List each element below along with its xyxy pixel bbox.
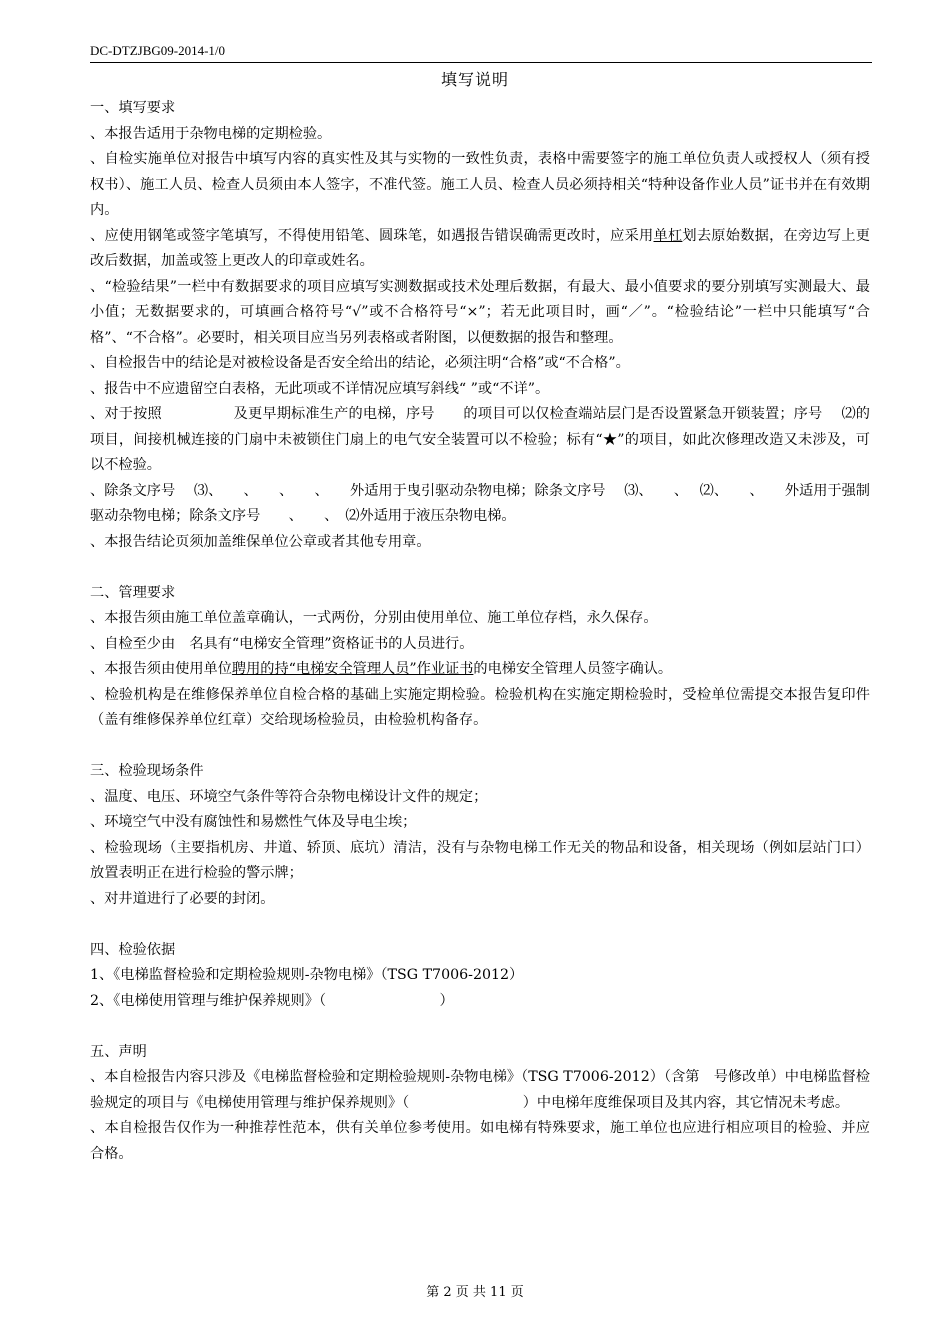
- paragraph: 、自检至少由 名具有“电梯安全管理”资格证书的人员进行。: [90, 635, 474, 652]
- instructions-body: [90, 96, 870, 1167]
- paragraph: 、本报告须由施工单位盖章确认，一式两份，分别由使用单位、施工单位存档，永久保存。: [90, 610, 658, 626]
- paragraph: 、检验现场（主要指机房、井道、轿顶、底坑）清洁，没有与杂物电梯工作无关的物品和设备，相关现场（例如层站门口）放置表明正在进行检验的警示牌；: [90, 839, 870, 881]
- paragraph: 、本报告适用于杂物电梯的定期检验。: [90, 125, 332, 142]
- page-footer: 第 2 页 共 11 页: [426, 1285, 524, 1300]
- paragraph: 、本报告结论页须加盖维保单位公章或者其他专用章。: [90, 533, 431, 550]
- section-heading-management: 二、管理要求: [90, 584, 176, 601]
- paragraph: 、环境空气中没有腐蚀性和易燃性气体及导电尘埃；: [90, 814, 417, 830]
- spacer: [90, 1014, 870, 1040]
- paragraph: 、自检报告中的结论是对被检设备是否安全给出的结论，必须注明“合格”或“不合格”。: [90, 355, 630, 371]
- page-header: [90, 40, 872, 63]
- underlined-text: 单杠: [653, 227, 683, 244]
- section-heading-site-conditions: 三、检验现场条件: [90, 763, 204, 779]
- paragraph: 1、《电梯监督检验和定期检验规则-杂物电梯》（TSG T7006-2012）: [90, 967, 524, 983]
- text-span: 、本报告须由使用单位: [90, 661, 232, 677]
- paragraph: 2、《电梯使用管理与维护保养规则》（ ）: [90, 992, 454, 1009]
- text-span: 划去原始数据，在旁边写上更改后数据，加盖或签上更改人的印章或姓名。: [90, 227, 870, 269]
- paragraph: 、“检验结果”一栏中有数据要求的项目应填写实测数据或技术处理后数据，有最大、最小值要求的要分别填写实测最大、最小值；无数据要求的，可填画合格符号“√”或不合格符号“×”；若无此项目时，画“／”。“检验结论”一栏中只能填写“合格”、“不合格”。必要时，相关项目应当另列表格或者附图，以便数据的报告和整理。: [90, 278, 870, 346]
- paragraph: 、报告中不应遗留空白表格，无此项或不详情况应填写斜线“ ”或“不详”。: [90, 380, 550, 397]
- spacer: [90, 734, 870, 760]
- paragraph: 、自检实施单位对报告中填写内容的真实性及其与实物的一致性负责，表格中需要签字的施工单位负责人或授权人（须有授权书）、施工人员、检查人员须由本人签字，不准代签。施工人员、检查人员必须持相关“特种设备作业人员”证书并在有效期内。: [90, 151, 870, 218]
- page-title: 填写说明: [440, 70, 509, 89]
- section-heading-requirements: 一、填写要求: [90, 100, 176, 116]
- paragraph: 、本自检报告仅作为一种推荐性范本，供有关单位参考使用。如电梯有特殊要求，施工单位也应进行相应项目的检验、并应合格。: [90, 1120, 870, 1162]
- paragraph: 、对井道进行了必要的封闭。: [90, 890, 275, 907]
- paragraph: 、检验机构是在维修保养单位自检合格的基础上实施定期检验。检验机构在实施定期检验时，受检单位需提交本报告复印件（盖有维修保养单位红章）交给现场检验员，由检验机构备存。: [90, 686, 870, 728]
- text-span: 、应使用钢笔或签字笔填写，不得使用铅笔、圆珠笔，如遇报告错误确需更改时，应采用: [90, 227, 654, 244]
- document-number: DC-DTZJBG09-2014-1/0: [90, 43, 226, 58]
- paragraph: 、本自检报告内容只涉及《电梯监督检验和定期检验规则-杂物电梯》（TSG T7006-2012）（含第 号修改单）中电梯监督检验规定的项目与《电梯使用管理与维护保养规则》（ ）中电梯年度维保项目及其内容，其它情况未考虑。: [90, 1069, 870, 1111]
- paragraph: [90, 224, 870, 275]
- section-heading-statement: 五、声明: [90, 1043, 147, 1060]
- section-heading-basis: 四、检验依据: [90, 941, 176, 958]
- underlined-text: 聘用的持“电梯安全管理人员”作业证书: [231, 661, 474, 677]
- paragraph: 、对于按照 及更早期标准生产的电梯，序号 的项目可以仅检查端站层门是否设置紧急开锁装置；序号 ⑵的项目，间接机械连接的门扇中未被锁住门扇上的电气安全装置可以不检验；标有“★”的项目，如此次修理改造又未涉及，可以不检验。: [90, 406, 870, 473]
- paragraph: 、温度、电压、环境空气条件等符合杂物电梯设计文件的规定；: [90, 788, 488, 805]
- spacer: [90, 912, 870, 938]
- spacer: [90, 555, 870, 581]
- paragraph: 、除条文序号 ⑶、 、 、 、 外适用于曳引驱动杂物电梯；除条文序号 ⑶、 、 ⑵、 、 外适用于强制驱动杂物电梯；除条文序号 、 、 ⑵外适用于液压杂物电梯。: [90, 482, 870, 524]
- paragraph: [90, 657, 870, 683]
- text-span: 的电梯安全管理人员签字确认。: [473, 661, 673, 677]
